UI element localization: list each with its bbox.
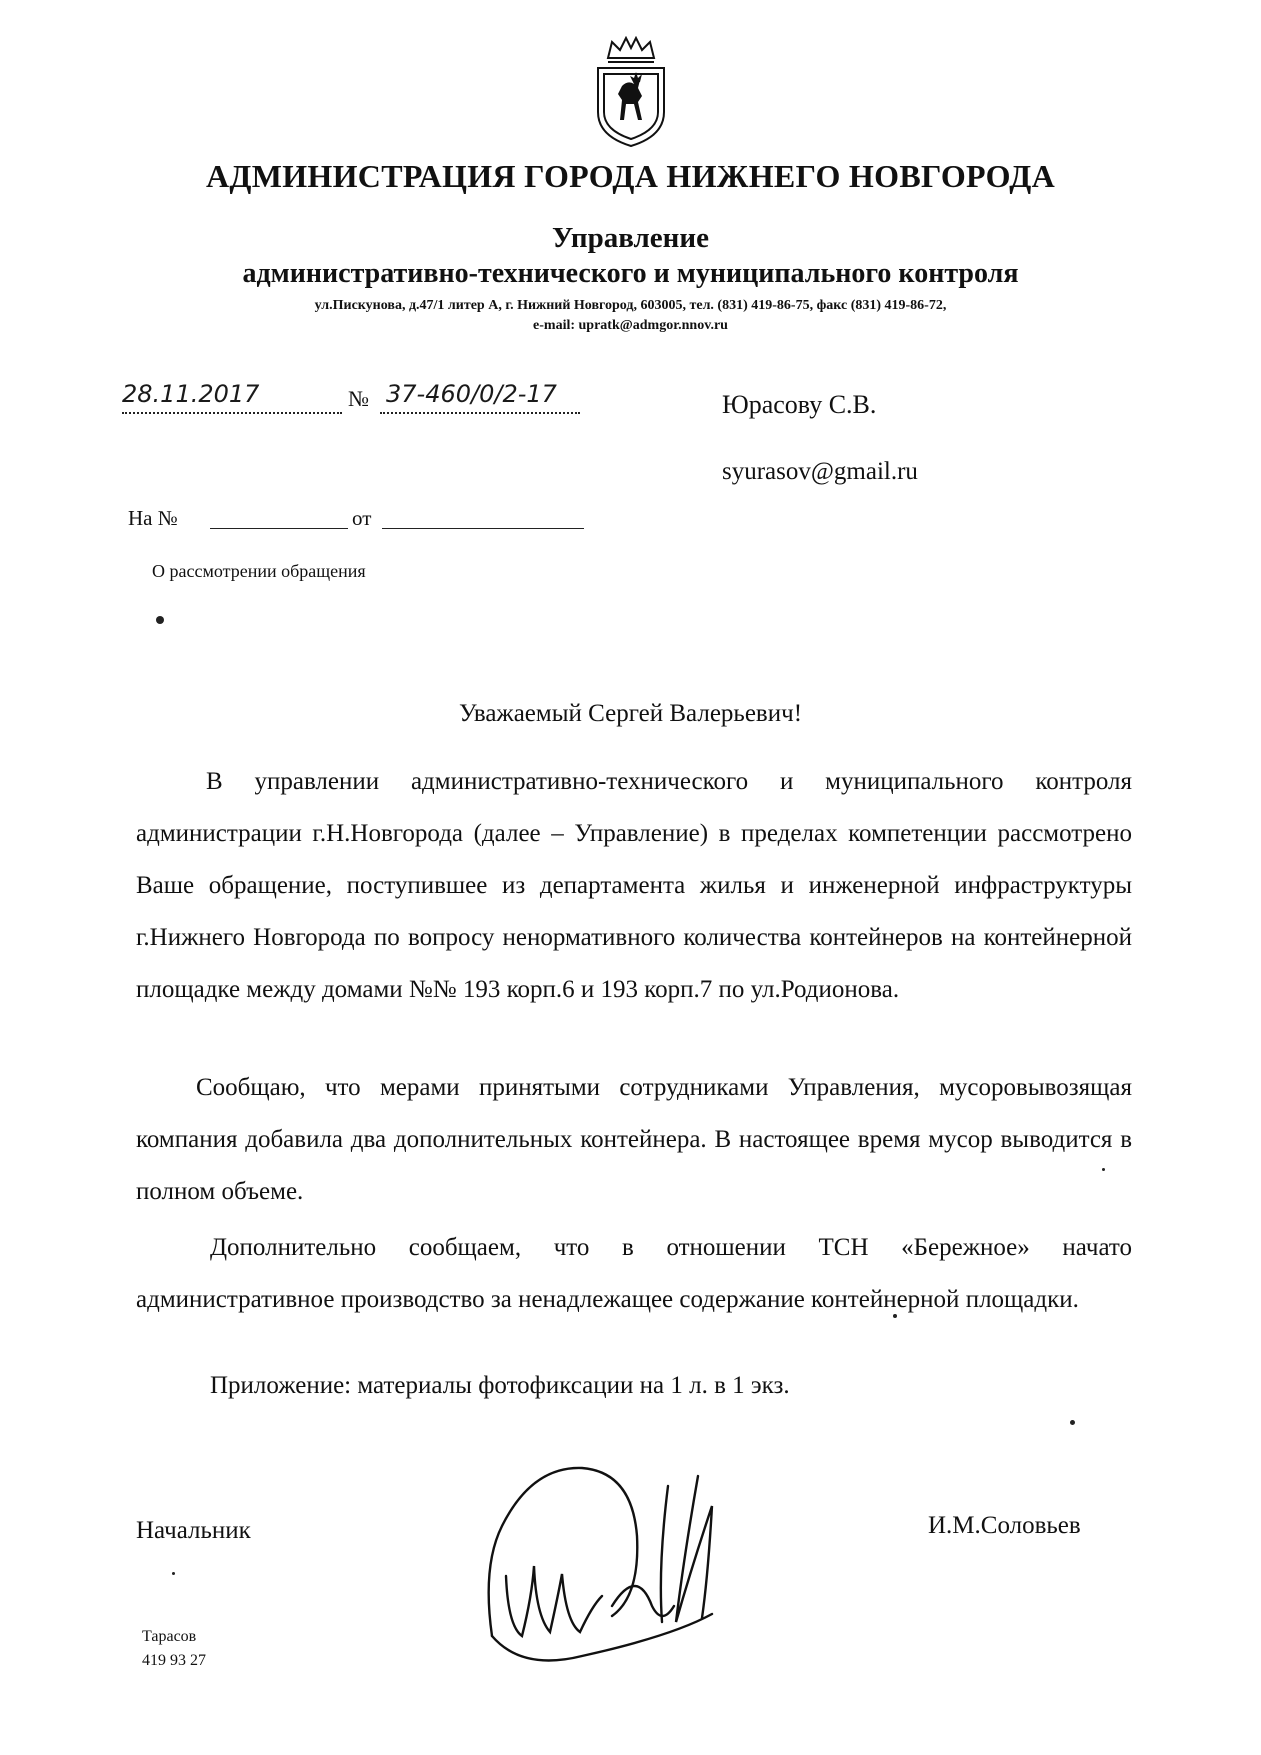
letter-subject: О рассмотрении обращения bbox=[152, 561, 366, 581]
reply-from-blank bbox=[382, 506, 584, 529]
signer-position: Начальник bbox=[136, 1517, 251, 1544]
registration-date-field bbox=[122, 380, 342, 414]
department-title: Управление bbox=[552, 222, 709, 254]
registration-number-field bbox=[380, 380, 580, 414]
attachment-note: Приложение: материалы фотофиксации на 1 л. в 1 экз. bbox=[210, 1372, 790, 1399]
registration-date: 28.11.2017 bbox=[122, 380, 260, 408]
handwritten-signature bbox=[462, 1446, 782, 1674]
executor-name: Тарасов bbox=[142, 1628, 197, 1645]
recipient-email: syurasov@gmail.ru bbox=[722, 458, 918, 485]
department-subtitle: административно-технического и муниципального контроля bbox=[242, 258, 1019, 289]
executor-info bbox=[142, 1625, 206, 1673]
body-paragraph-1: В управлении административно-технического и муниципального контроля администрации г.Н.Новгорода (далее – Управление) в пределах компетенции рассмотрено Ваше обращение, поступившее из департамента жилья и инженерной инфраструктуры г.Нижнего Новгорода по вопросу ненормативного количества контейнеров на контейнерной площадке между домами №№ 193 корп.6 и 193 корп.7 по ул.Родионова. bbox=[136, 768, 1132, 1003]
organization-title: АДМИНИСТРАЦИЯ ГОРОДА НИЖНЕГО НОВГОРОДА bbox=[205, 158, 1055, 194]
reply-from-label: от bbox=[352, 506, 372, 530]
scan-speck bbox=[1070, 1420, 1075, 1425]
recipient-name: Юрасову С.В. bbox=[722, 390, 877, 419]
salutation: Уважаемый Сергей Валерьевич! bbox=[458, 700, 803, 727]
reply-to-blank bbox=[210, 506, 348, 529]
executor-phone: 419 93 27 bbox=[142, 1652, 206, 1669]
scan-speck bbox=[893, 1314, 897, 1318]
body-paragraph-2: Сообщаю, что мерами принятыми сотрудниками Управления, мусоровывозящая компания добавила два дополнительных контейнера. В настоящее время мусор выводится в полном объеме. bbox=[136, 1074, 1132, 1205]
signer-name: И.М.Соловьев bbox=[928, 1512, 1081, 1539]
reply-to-label: На № bbox=[128, 506, 178, 530]
scan-speck bbox=[156, 616, 164, 624]
registration-number-label: № bbox=[348, 386, 369, 411]
scan-speck bbox=[172, 1572, 175, 1575]
coat-of-arms-emblem bbox=[590, 36, 672, 148]
scan-speck bbox=[1102, 1168, 1105, 1171]
address-line: ул.Пискунова, д.47/1 литер А, г. Нижний Новгород, 603005, тел. (831) 419-86-75, факс (831) 419-86-72, bbox=[314, 298, 947, 313]
email-line: e-mail: upratk@admgor.nnov.ru bbox=[533, 318, 728, 333]
department-address bbox=[0, 296, 1261, 336]
registration-number: 37-460/0/2-17 bbox=[386, 380, 557, 408]
body-paragraph-3: Дополнительно сообщаем, что в отношении ТСН «Бережное» начато административное производство за ненадлежащее содержание контейнерной площадки. bbox=[136, 1234, 1132, 1313]
